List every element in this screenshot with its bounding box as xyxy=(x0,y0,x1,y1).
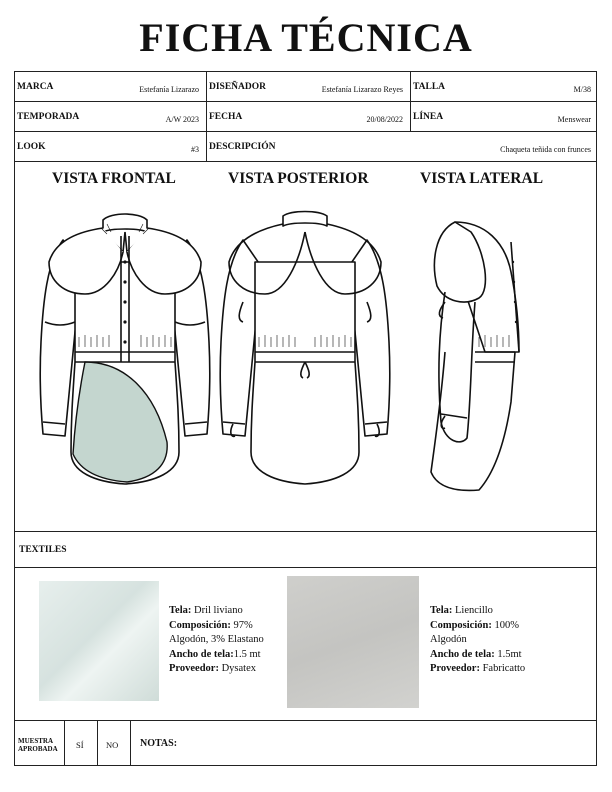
textiles-header xyxy=(15,532,596,568)
back-view-sketch xyxy=(215,202,395,502)
header-row-1 xyxy=(15,72,596,102)
fabric2-comp-a: 100% xyxy=(494,619,519,631)
label-temporada: TEMPORADA xyxy=(17,112,80,122)
notes-label: NOTAS: xyxy=(140,738,178,749)
value-linea: Menswear xyxy=(557,115,591,124)
option-si[interactable] xyxy=(65,721,98,765)
cell-marca xyxy=(15,72,207,101)
fabric1-tela-label: Tela: xyxy=(169,605,192,616)
label-muestra: MUESTRA xyxy=(18,737,54,745)
fabric2-tela-label: Tela: xyxy=(430,605,453,616)
fabric1-comp-a: 97% xyxy=(233,619,253,631)
cell-linea xyxy=(411,102,598,131)
cell-look xyxy=(15,132,207,161)
value-temporada: A/W 2023 xyxy=(165,115,199,124)
cell-descripcion xyxy=(207,132,598,161)
fabric1-comp-label: Composición: xyxy=(169,619,231,631)
value-fecha: 20/08/2022 xyxy=(366,115,403,124)
header-row-3 xyxy=(15,132,596,162)
value-descripcion: Chaqueta teñida con frunces xyxy=(500,145,591,154)
view-title-back: VISTA POSTERIOR xyxy=(228,170,369,187)
fabric2-prov: Fabricatto xyxy=(482,663,526,674)
value-look: #3 xyxy=(191,145,199,154)
cell-muestra-aprobada xyxy=(15,721,65,765)
textiles-section xyxy=(15,568,596,721)
cell-talla xyxy=(411,72,598,101)
view-title-side: VISTA LATERAL xyxy=(420,170,544,187)
side-view-sketch xyxy=(415,202,545,502)
label-linea: LÍNEA xyxy=(413,112,444,122)
label-fecha: FECHA xyxy=(209,112,243,122)
fabric-info-2 xyxy=(430,604,525,677)
fabric1-ancho-label: Ancho de tela: xyxy=(169,648,234,660)
cell-fecha xyxy=(207,102,411,131)
fabric2-tela: Liencillo xyxy=(455,605,493,616)
fabric1-prov: Dysatex xyxy=(221,663,256,674)
label-talla: TALLA xyxy=(413,82,446,92)
fabric1-prov-label: Proveedor: xyxy=(169,663,219,674)
fabric2-ancho-label: Ancho de tela: xyxy=(430,648,495,660)
label-disenador: DISEÑADOR xyxy=(209,82,267,92)
value-talla: M/38 xyxy=(573,85,591,94)
view-title-front: VISTA FRONTAL xyxy=(52,170,176,187)
label-look: LOOK xyxy=(17,142,46,152)
option-no[interactable] xyxy=(98,721,131,765)
cell-disenador xyxy=(207,72,411,101)
cell-temporada xyxy=(15,102,207,131)
page-title: FICHA TÉCNICA xyxy=(139,15,473,60)
fabric1-comp-b: Algodón, 3% Elastano xyxy=(169,634,264,645)
fabric2-comp-label: Composición: xyxy=(430,619,492,631)
fabric-info-1 xyxy=(169,604,264,677)
fabric2-ancho: 1.5mt xyxy=(497,648,522,660)
label-descripcion: DESCRIPCIÓN xyxy=(209,142,276,152)
fabric-swatch-1 xyxy=(39,581,159,701)
fabric1-ancho: 1.5 mt xyxy=(233,648,261,660)
tech-sheet xyxy=(14,71,597,766)
option-si-label: SÍ xyxy=(76,740,84,750)
approval-footer xyxy=(15,721,596,765)
front-view-sketch xyxy=(35,202,215,502)
label-marca: MARCA xyxy=(17,82,54,92)
header-row-2 xyxy=(15,102,596,132)
label-muestra-aprobada xyxy=(18,737,58,753)
value-disenador: Estefanía Lizarazo Reyes xyxy=(321,85,403,94)
textiles-heading: TEXTILES xyxy=(19,545,67,555)
fabric1-tela: Dril liviano xyxy=(194,605,243,616)
option-no-label: NO xyxy=(106,740,119,750)
fabric2-prov-label: Proveedor: xyxy=(430,663,480,674)
value-marca: Estefanía Lizarazo xyxy=(139,85,199,94)
garment-views xyxy=(15,162,596,532)
label-aprobada: APROBADA xyxy=(18,745,58,753)
fabric2-comp-b: Algodón xyxy=(430,634,467,645)
fabric-swatch-2 xyxy=(287,576,419,708)
